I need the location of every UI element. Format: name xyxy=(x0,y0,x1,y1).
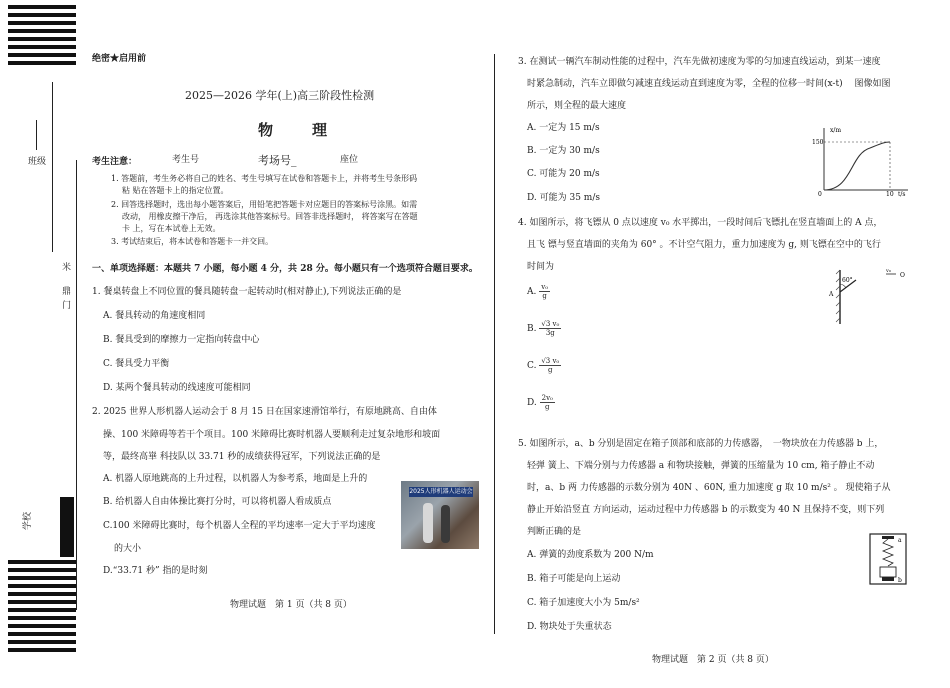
q5-stem-line: 时，a、b 两 力传感器的示数分别为 40N 、60N, 重力加速度 g 取 10 m/s² 。 现使箱子从 xyxy=(527,483,891,493)
xt-curve xyxy=(824,142,890,190)
notice-label: 考生注意： xyxy=(92,157,138,167)
q2-stem-line: 等，最终高崋 科技队以 33.71 秒的成绩获得冠军，下列说法正确的是 xyxy=(103,452,381,462)
barcode-bottom xyxy=(8,560,76,656)
note-line: 1. 答题前，考生务必将自己的姓名、考生号填写在试卷和答题卡上，并将考生号条形码 xyxy=(111,174,418,183)
q2-option-b: B. 给机器人自由体操比赛打分时，可以将机器人看成质点 xyxy=(103,497,332,507)
x-tick: 10 xyxy=(886,191,894,198)
q1-option-a: A. 餐具转动的角速度相同 xyxy=(103,311,206,321)
note-line: 粘 贴在答题卡上的指定位置。 xyxy=(122,186,229,195)
photo-banner: 2025人形机器人运动会 xyxy=(409,488,473,495)
q5-stem-line: 静止开始沿竖直 方向运动，运动过程中力传感器 b 的示数变为 40 N 且保持不变，则下列 xyxy=(527,505,885,515)
sensor-b xyxy=(882,577,894,581)
q3-option-c: C. 可能为 20 m/s xyxy=(527,169,600,179)
field-seat: 座位 xyxy=(340,155,359,165)
q2-option-c: C.100 米障碍比赛时，每个机器人全程的平均速率一定大于平均速度 xyxy=(103,521,376,531)
school-label: 学校 xyxy=(23,511,33,530)
origin-label: 0 xyxy=(818,191,822,198)
q3-option-b: B. 一定为 30 m/s xyxy=(527,146,600,156)
page-footer-right: 物理试题 第 2 页（共 8 页） xyxy=(652,655,774,665)
subject-title: 物 理 xyxy=(258,121,340,139)
q2-stem-line: 操、100 米障碍等若干个项目。100 米障碍比赛时机器人要顺利走过复杂地形和坡面 xyxy=(103,430,441,440)
point-a-label: A xyxy=(829,291,834,298)
q4-option-b: B. $\frac{\text{√3 v₀}}{3g}$ xyxy=(527,320,560,337)
q4-stem-line: 且飞 镖与竖直墙面的夹角为 60° 。不计空气阻力，重力加速度为 g, 则飞镖在空中的飞行 xyxy=(527,240,881,250)
q1-option-d: D. 某两个餐具转动的线速度可能相同 xyxy=(103,383,251,393)
q5-option-b: B. 箱子可能是向上运动 xyxy=(527,574,621,584)
q5-option-c: C. 箱子加速度大小为 5m/s² xyxy=(527,598,640,608)
y-tick: 150 xyxy=(812,139,824,146)
note-line: 2. 回答选择题时，选出每小题答案后，用铅笔把答题卡对应题目的答案标号涂黑。如需 xyxy=(111,200,418,209)
q5-option-a: A. 弹簧的劲度系数为 200 N/m xyxy=(527,550,654,560)
q5-option-d: D. 物块处于失重状态 xyxy=(527,622,612,632)
y-axis-label: x/m xyxy=(830,127,842,134)
q2-option-a: A. 机器人原地跳高的上升过程，以机器人为参考系，地面是上升的 xyxy=(103,474,368,484)
class-label: 班级 xyxy=(28,157,47,167)
q3-option-d: D. 可能为 35 m/s xyxy=(527,193,600,203)
note-line: 卡 上，写在本试卷上无效。 xyxy=(122,224,221,233)
section-heading: 一、单项选择题：本题共 7 小题，每小题 4 分，共 28 分。每小题只有一个选项符合题目要求。 xyxy=(92,264,478,274)
q1-option-b: B. 餐具受到的摩擦力一定指向转盘中心 xyxy=(103,335,260,345)
velocity-label: v₀ xyxy=(886,268,891,274)
spring xyxy=(883,539,893,566)
label-a: a xyxy=(898,537,902,544)
q1-option-c: C. 餐具受力平衡 xyxy=(103,359,170,369)
q2-option-c-cont: 的大小 xyxy=(114,544,142,554)
q3-option-a: A. 一定为 15 m/s xyxy=(527,123,600,133)
barcode-side xyxy=(60,497,74,557)
exam-title: 2025—2026 学年(上)高三阶段性检测 xyxy=(185,89,375,102)
dart-wall-figure xyxy=(826,266,910,328)
seal-char-3: 门 xyxy=(62,301,72,311)
seal-char-2: 鼎 xyxy=(62,287,72,297)
label-b: b xyxy=(898,577,902,584)
q2-option-d: D.“33.71 秒” 指的是时刻 xyxy=(103,566,208,576)
q3-stem-line: 3. 在测试一辆汽车制动性能的过程中，汽车先做初速度为零的匀加速直线运动，到某一速度 xyxy=(518,57,881,67)
x-axis-label: t/s xyxy=(898,191,906,198)
q1-stem: 1. 餐桌转盘上不同位置的餐具随转盘一起转动时(相对静止),下列说法正确的是 xyxy=(92,287,402,297)
angle-label: 60° xyxy=(842,277,853,284)
secret-label: 绝密★启用前 xyxy=(92,54,147,64)
note-line: 3. 考试结束后，将本试卷和答题卡一并交回。 xyxy=(111,237,274,246)
q5-stem-line: 5. 如图所示，a、b 分别是固定在箱子顶部和底部的力传感器， 一物块放在力传感器 b 上， xyxy=(518,439,884,449)
field-exam-number: 考生号 xyxy=(172,155,200,165)
q4-option-a: A. $\frac{\text{v₀}}{g}$ xyxy=(527,283,549,300)
q4-option-d: D. $\frac{\text{2v₀}}{g}$ xyxy=(527,394,553,411)
seal-char-1: 米 xyxy=(62,263,72,273)
barcode-top xyxy=(8,5,76,69)
page-footer-left: 物理试题 第 1 页（共 8 页） xyxy=(230,600,352,610)
spring-box-figure xyxy=(868,532,910,588)
field-room: 考场号_ xyxy=(258,154,297,167)
q3-stem-line: 时紧急制动，汽车立即做匀减速直线运动直到速度为零，全程的位移一时间(x-t) 图像如图 xyxy=(527,79,891,89)
q2-stem-line: 2. 2025 世界人形机器人运动会于 8 月 15 日在国家速滑馆举行，有原地跳高、自由体 xyxy=(92,407,437,417)
q4-stem-line: 4. 如图所示，将飞镖从 0 点以速度 v₀ 水平掷出，一段时间后飞镖扎在竖直墙面上的 A 点， xyxy=(518,218,883,228)
point-o-label: O xyxy=(900,272,905,279)
q4-stem-line: 时间为 xyxy=(527,262,555,272)
q4-option-c: C. $\frac{\text{√3 v₀}}{g}$ xyxy=(527,357,560,374)
block xyxy=(880,567,896,577)
note-line: 改动， 用橡皮擦干净后， 再选涂其他答案标号。回答非选择题时， 将答案写在答题 xyxy=(122,212,418,221)
page-divider xyxy=(494,54,495,634)
robot-race-photo xyxy=(401,481,479,549)
q3-stem-line: 所示，则全程的最大速度 xyxy=(527,101,627,111)
q5-stem-line: 轻弹 簧上、下端分别与力传感器 a 和物块接触，弹簧的压缩量为 10 cm, 箱子静止不动 xyxy=(527,461,875,471)
sensor-a xyxy=(882,536,894,539)
q5-stem-line: 判断正确的是 xyxy=(527,527,582,537)
person-figure xyxy=(441,505,450,543)
robot-figure xyxy=(423,503,433,543)
xt-graph xyxy=(812,124,912,198)
